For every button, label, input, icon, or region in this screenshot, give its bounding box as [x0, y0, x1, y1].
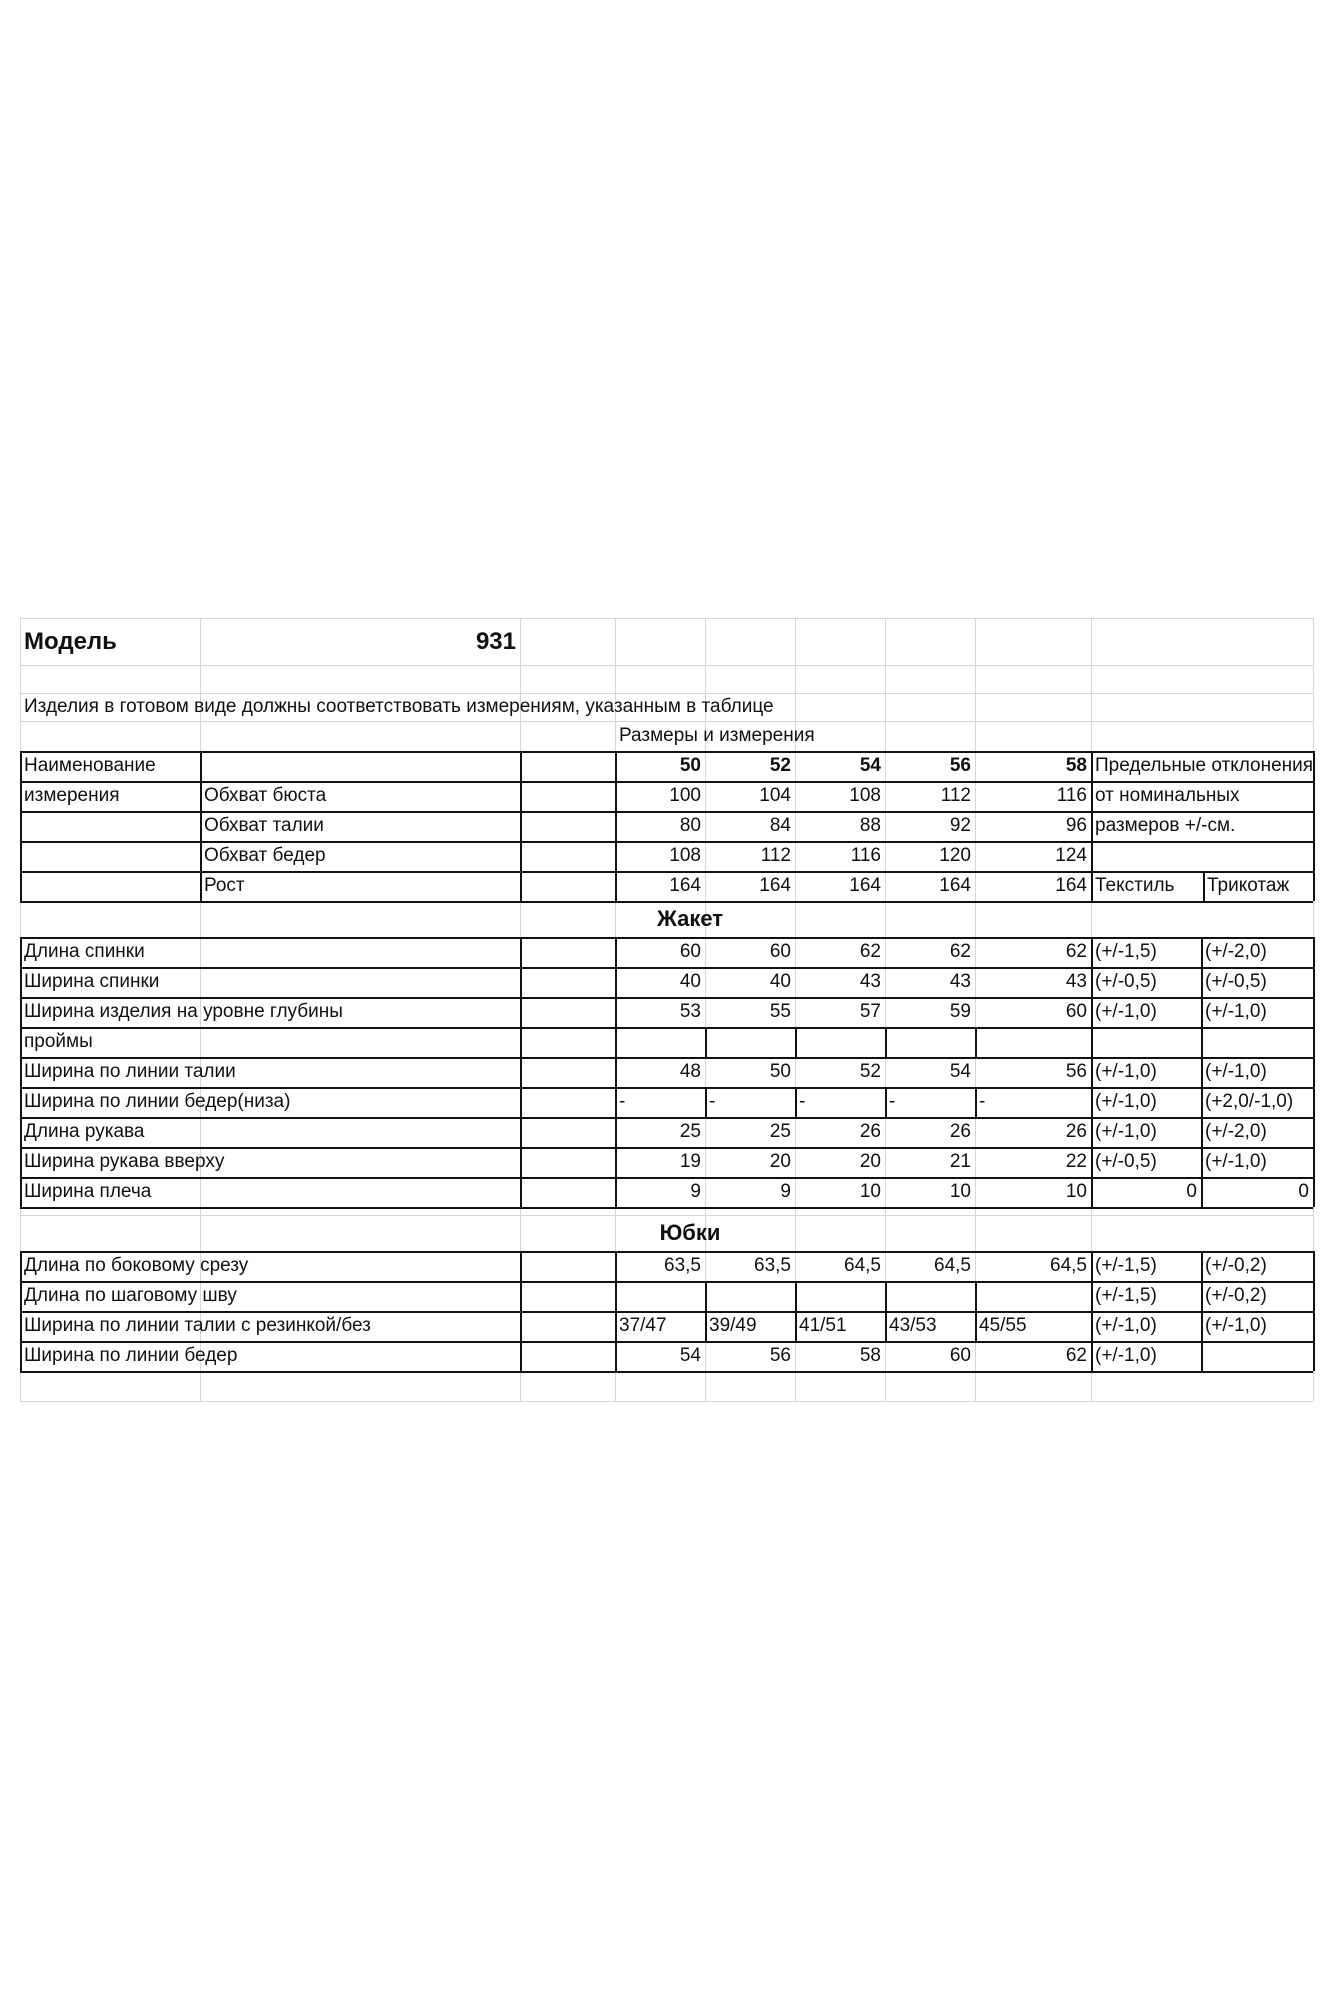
measure-value: 164	[669, 875, 701, 896]
jacket-row-value: -	[709, 1091, 716, 1112]
jacket-row-label: Ширина по линии талии	[24, 1061, 236, 1082]
jacket-row-value: 40	[679, 971, 701, 992]
jacket-row-value: 60	[769, 941, 791, 962]
jacket-row-label: проймы	[24, 1031, 93, 1052]
skirt-row-value: 54	[679, 1345, 701, 1366]
jacket-textile: (+/-1,0)	[1095, 1121, 1157, 1142]
jacket-row-value: -	[979, 1091, 986, 1112]
skirt-knit: (+/-0,2)	[1205, 1285, 1267, 1306]
table-border	[1201, 937, 1203, 1207]
measure-value: 100	[669, 785, 701, 806]
skirt-row-value	[975, 1281, 1091, 1311]
table-border	[975, 1027, 977, 1057]
jacket-textile: (+/-1,0)	[1095, 1091, 1157, 1112]
size-header: 58	[1065, 755, 1087, 776]
jacket-row-value: 9	[690, 1181, 701, 1202]
table-border	[1313, 751, 1315, 901]
jacket-row-value: 26	[949, 1121, 971, 1142]
jacket-textile: (+/-1,0)	[1095, 1061, 1157, 1082]
jacket-row-value	[795, 1027, 885, 1057]
jacket-row-value: 25	[679, 1121, 701, 1142]
skirt-row-value: 64,5	[934, 1255, 971, 1276]
table-border	[795, 1087, 797, 1117]
jacket-knit: (+2,0/-1,0)	[1205, 1091, 1294, 1112]
table-border	[1313, 937, 1315, 1207]
table-border	[795, 1281, 797, 1311]
measure-label: Обхват бюста	[204, 785, 327, 806]
measure-value: 164	[1055, 875, 1087, 896]
table-border	[20, 781, 1313, 783]
table-border	[20, 841, 1313, 843]
name-label: Наименование	[24, 755, 156, 776]
jacket-row-value: 43	[859, 971, 881, 992]
jacket-row-value: 48	[679, 1061, 701, 1082]
table-border	[20, 1087, 1313, 1089]
table-border	[20, 1281, 1313, 1283]
skirt-row-value	[615, 1281, 705, 1311]
measure-value: 84	[769, 815, 791, 836]
jacket-row-value: 52	[859, 1061, 881, 1082]
jacket-knit: (+/-1,0)	[1205, 1001, 1267, 1022]
jacket-row-value	[705, 1027, 795, 1057]
jacket-row-value: 56	[1065, 1061, 1087, 1082]
skirt-row-value: 58	[859, 1345, 881, 1366]
skirt-textile: (+/-1,0)	[1095, 1315, 1157, 1336]
table-border	[20, 871, 1313, 873]
table-border	[20, 1177, 1313, 1179]
table-border	[20, 967, 1313, 969]
jacket-row-value: 60	[679, 941, 701, 962]
skirt-row-value: 63,5	[664, 1255, 701, 1276]
jacket-row-value: 19	[679, 1151, 701, 1172]
table-border	[20, 1251, 1313, 1253]
skirt-row-value: 60	[949, 1345, 971, 1366]
skirts-title: Юбки	[659, 1220, 721, 1245]
name-label: измерения	[24, 785, 120, 806]
jacket-row-value: 60	[1065, 1001, 1087, 1022]
skirt-row-value: 64,5	[1050, 1255, 1087, 1276]
jacket-row-value: 10	[949, 1181, 971, 1202]
skirt-row-value: 64,5	[844, 1255, 881, 1276]
skirt-row-value: 37/47	[619, 1315, 667, 1336]
measure-value: 108	[669, 845, 701, 866]
jacket-row-value: 57	[859, 1001, 881, 1022]
jacket-row-value: 43	[1065, 971, 1087, 992]
jacket-row-value: -	[619, 1091, 626, 1112]
table-border	[885, 1281, 887, 1311]
table-border	[705, 1281, 707, 1311]
model-label: Модель	[24, 628, 117, 655]
deviation-label: Предельные отклонения	[1095, 755, 1314, 776]
measure-value: 108	[849, 785, 881, 806]
jacket-row-value: 25	[769, 1121, 791, 1142]
table-border	[615, 1251, 617, 1371]
jacket-knit: (+/-1,0)	[1205, 1061, 1267, 1082]
jacket-row-value: 22	[1065, 1151, 1087, 1172]
table-border	[975, 1311, 977, 1341]
jacket-row-value: 55	[769, 1001, 791, 1022]
table-border	[20, 1341, 1313, 1343]
skirt-knit: (+/-0,2)	[1205, 1255, 1267, 1276]
table-border	[20, 1207, 1313, 1209]
skirt-knit: (+/-1,0)	[1205, 1315, 1267, 1336]
size-header: 56	[949, 755, 971, 776]
jacket-row-value: 9	[780, 1181, 791, 1202]
skirt-row-value: 43/53	[889, 1315, 937, 1336]
jacket-row-value: 62	[949, 941, 971, 962]
jacket-row-label: Ширина изделия на уровне глубины	[24, 1001, 343, 1022]
table-border	[20, 1311, 1313, 1313]
measure-value: 88	[859, 815, 881, 836]
table-border	[1201, 1251, 1203, 1371]
model-number: 931	[475, 628, 516, 655]
measure-value: 112	[940, 785, 971, 806]
sizes-caption: Размеры и измерения	[619, 725, 815, 746]
knit-label: Трикотаж	[1207, 875, 1290, 896]
skirt-row-value	[705, 1281, 795, 1311]
table-border	[20, 1057, 1313, 1059]
measure-value: 124	[1055, 845, 1087, 866]
skirt-knit	[1201, 1341, 1313, 1371]
grid-line	[20, 1401, 1313, 1402]
table-border	[200, 751, 202, 901]
measure-value: 116	[850, 845, 881, 866]
table-border	[795, 1027, 797, 1057]
jacket-row-value: -	[889, 1091, 896, 1112]
table-border	[615, 751, 617, 901]
jacket-row-label: Ширина рукава вверху	[24, 1151, 225, 1172]
grid-line	[20, 665, 1313, 666]
textile-label: Текстиль	[1095, 875, 1175, 896]
table-border	[705, 1027, 707, 1057]
skirt-row-value: 45/55	[979, 1315, 1027, 1336]
jacket-row-value	[615, 1027, 705, 1057]
jacket-row-value: 26	[1065, 1121, 1087, 1142]
jacket-row-value: 10	[1065, 1181, 1087, 1202]
jacket-textile: (+/-0,5)	[1095, 1151, 1157, 1172]
table-border	[20, 1117, 1313, 1119]
jacket-row-value: 26	[859, 1121, 881, 1142]
measure-value: 164	[759, 875, 791, 896]
jacket-row-value	[975, 1027, 1091, 1057]
measure-label: Рост	[204, 875, 245, 896]
measure-value: 164	[849, 875, 881, 896]
table-border	[705, 1087, 707, 1117]
jacket-row-value: 62	[859, 941, 881, 962]
size-header: 50	[679, 755, 701, 776]
table-border	[1091, 937, 1093, 1207]
note-text: Изделия в готовом виде должны соответствовать измерениям, указанным в таблице	[24, 696, 774, 717]
table-border	[615, 937, 617, 1207]
table-border	[20, 937, 1313, 939]
table-border	[975, 1281, 977, 1311]
jacket-row-value: -	[799, 1091, 806, 1112]
size-header: 54	[859, 755, 881, 776]
skirt-row-label: Длина по шаговому шву	[24, 1285, 237, 1306]
jacket-textile: (+/-0,5)	[1095, 971, 1157, 992]
jacket-textile: (+/-1,5)	[1095, 941, 1157, 962]
measure-value: 104	[759, 785, 791, 806]
skirt-textile: (+/-1,5)	[1095, 1255, 1157, 1276]
measure-label: Обхват талии	[204, 815, 324, 836]
jacket-row-label: Ширина по линии бедер(низа)	[24, 1091, 291, 1112]
skirt-row-label: Ширина по линии талии с резинкой/без	[24, 1315, 371, 1336]
measure-value: 120	[939, 845, 971, 866]
measure-value: 80	[679, 815, 701, 836]
jacket-row-value: 20	[859, 1151, 881, 1172]
jacket-row-value: 21	[949, 1151, 971, 1172]
table-border	[20, 937, 22, 1207]
table-border	[20, 811, 1313, 813]
table-border	[520, 751, 522, 901]
table-border	[885, 1027, 887, 1057]
measure-value: 96	[1065, 815, 1087, 836]
table-border	[1313, 1251, 1315, 1371]
jacket-textile: (+/-1,0)	[1095, 1001, 1157, 1022]
measure-value: 112	[760, 845, 791, 866]
jacket-row-value: 43	[949, 971, 971, 992]
skirt-row-label: Длина по боковому срезу	[24, 1255, 249, 1276]
skirt-row-value: 62	[1065, 1345, 1087, 1366]
jacket-knit: (+/-1,0)	[1205, 1151, 1267, 1172]
table-border	[20, 1251, 22, 1371]
skirt-textile: (+/-1,5)	[1095, 1285, 1157, 1306]
jacket-textile: 0	[1186, 1181, 1197, 1202]
jacket-row-value: 62	[1065, 941, 1087, 962]
skirt-row-value: 56	[769, 1345, 791, 1366]
table-border	[20, 751, 1313, 753]
jacket-knit: (+/-2,0)	[1205, 1121, 1267, 1142]
table-border	[1203, 871, 1205, 901]
size-header: 52	[769, 755, 791, 776]
table-border	[20, 997, 1313, 999]
jacket-row-value: 40	[769, 971, 791, 992]
jacket-row-label: Длина рукава	[24, 1121, 145, 1142]
jacket-row-label: Ширина спинки	[24, 971, 160, 992]
table-border	[885, 1311, 887, 1341]
table-border	[520, 937, 522, 1207]
jacket-row-value: 59	[949, 1001, 971, 1022]
table-border	[1091, 1251, 1093, 1371]
table-border	[885, 1087, 887, 1117]
skirt-row-value: 39/49	[709, 1315, 757, 1336]
jacket-row-value	[885, 1027, 975, 1057]
table-border	[20, 1147, 1313, 1149]
table-border	[975, 1087, 977, 1117]
jacket-row-value: 53	[679, 1001, 701, 1022]
jacket-row-label: Длина спинки	[24, 941, 145, 962]
jacket-textile	[1091, 1027, 1201, 1057]
jacket-knit: 0	[1298, 1181, 1309, 1202]
jacket-knit	[1201, 1027, 1313, 1057]
measure-label: Обхват бедер	[204, 845, 326, 866]
table-border	[20, 1371, 1313, 1373]
table-border	[795, 1311, 797, 1341]
skirt-row-value	[885, 1281, 975, 1311]
deviation-label: размеров +/-см.	[1095, 815, 1236, 836]
spreadsheet-sheet	[20, 618, 1313, 1387]
skirt-row-value: 41/51	[799, 1315, 847, 1336]
skirt-row-label: Ширина по линии бедер	[24, 1345, 238, 1366]
deviation-label: от номинальных	[1095, 785, 1240, 806]
table-border	[520, 1251, 522, 1371]
jacket-knit: (+/-0,5)	[1205, 971, 1267, 992]
jacket-row-value: 54	[949, 1061, 971, 1082]
measure-value: 92	[949, 815, 971, 836]
table-border	[1091, 751, 1093, 901]
measure-value: 116	[1056, 785, 1087, 806]
table-border	[705, 1311, 707, 1341]
skirt-textile: (+/-1,0)	[1095, 1345, 1157, 1366]
jacket-row-value: 10	[859, 1181, 881, 1202]
jacket-knit: (+/-2,0)	[1205, 941, 1267, 962]
jacket-title: Жакет	[656, 906, 724, 931]
measure-value: 164	[939, 875, 971, 896]
jacket-row-value: 50	[769, 1061, 791, 1082]
jacket-row-value: 20	[769, 1151, 791, 1172]
table-border	[20, 1027, 1313, 1029]
table-border	[20, 751, 22, 901]
jacket-row-label: Ширина плеча	[24, 1181, 152, 1202]
skirt-row-value	[795, 1281, 885, 1311]
skirt-row-value: 63,5	[754, 1255, 791, 1276]
